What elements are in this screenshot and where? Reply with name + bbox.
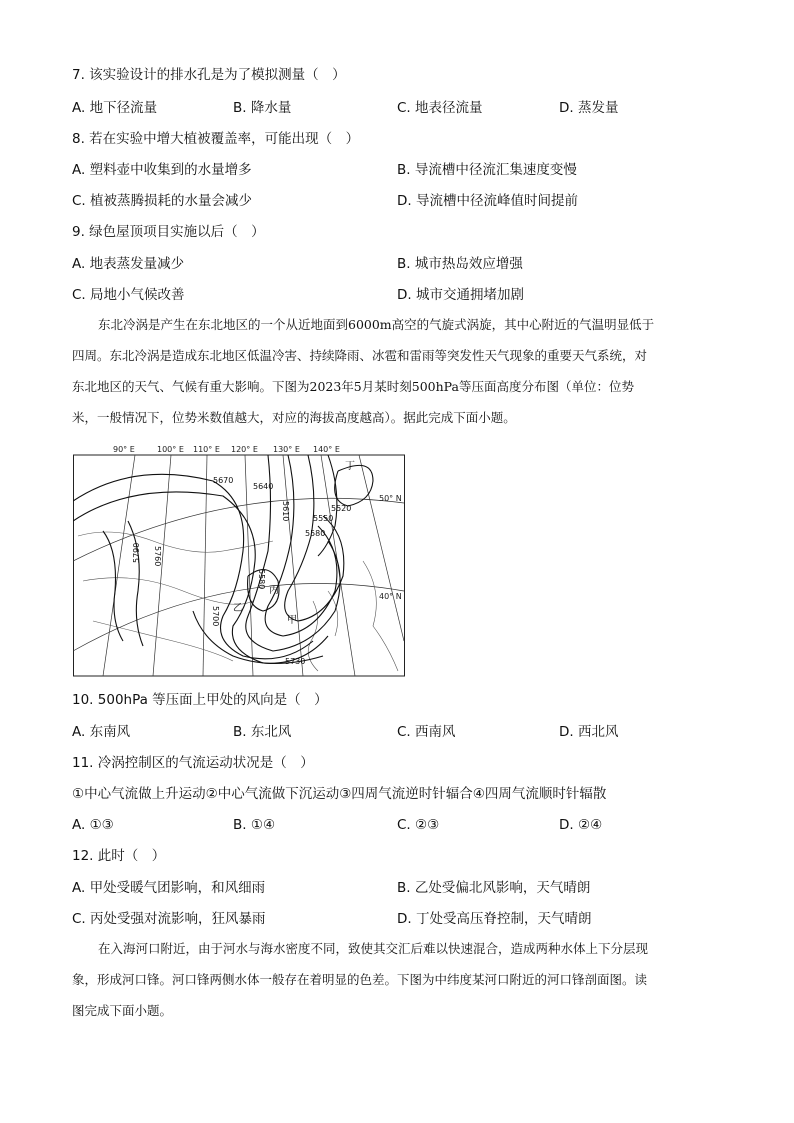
q11-option-a: A. ①③ — [72, 817, 114, 833]
lon-label: 110° E — [193, 445, 220, 454]
q11-option-d: D. ②④ — [559, 817, 603, 833]
passage2-line: 图完成下面小题。 — [72, 1003, 173, 1018]
place-label-bing: 丙 — [269, 585, 279, 596]
q9-option-a: A. 地表蒸发量减少 — [72, 256, 185, 272]
contour-label: 5760 — [153, 546, 162, 567]
passage1-line: 东北冷涡是产生在东北地区的一个从近地面到6000m高空的气旋式涡旋，其中心附近的气温明显低于 — [98, 317, 655, 332]
q12-option-b: B. 乙处受偏北风影响，天气晴朗 — [397, 880, 591, 896]
passage1-line: 米，一般情况下，位势米数值越大，对应的海拔高度越高）。据此完成下面小题。 — [72, 410, 516, 425]
q10-option-b: B. 东北风 — [233, 724, 292, 740]
passage2-line: 在入海河口附近，由于河水与海水密度不同，致使其交汇后难以快速混合，造成两种水体上下分层现 — [98, 941, 649, 956]
contour-label: 5700 — [211, 606, 220, 627]
contour-label: 5790 — [132, 542, 141, 563]
contour-label: 5730 — [285, 657, 306, 666]
map-longitude-labels — [113, 445, 340, 454]
lat-label: 40° N — [379, 592, 402, 601]
lon-label: 140° E — [313, 445, 340, 454]
q12-option-c: C. 丙处受强对流影响，狂风暴雨 — [72, 911, 266, 927]
lon-label: 90° E — [113, 445, 135, 454]
passage1-line: 东北地区的天气、气候有重大影响。下图为2023年5月某时刻500hPa等压面高度分布图（单位：位势 — [72, 379, 634, 394]
q11-option-c: C. ②③ — [397, 817, 440, 833]
q11-option-b: B. ①④ — [233, 817, 276, 833]
passage2-line: 象，形成河口锋。河口锋两侧水体一般存在着明显的色差。下图为中纬度某河口附近的河口锋剖面图。读 — [72, 972, 648, 987]
lat-label: 50° N — [379, 494, 402, 503]
q8-option-b: B. 导流槽中径流汇集速度变慢 — [397, 162, 577, 178]
q12-stem: 12. 此时（ ） — [72, 848, 166, 864]
place-label-ding: 丁 — [345, 461, 355, 472]
lon-label: 100° E — [157, 445, 184, 454]
q12-option-a: A. 甲处受暖气团影响，和风细雨 — [72, 880, 266, 896]
q9-option-c: C. 局地小气候改善 — [72, 287, 185, 303]
q8-stem: 8. 若在实验中增大植被覆盖率，可能出现（ ） — [72, 131, 360, 147]
q12-option-d: D. 丁处受高压脊控制，天气晴朗 — [397, 911, 592, 927]
q8-option-a: A. 塑料壶中收集到的水量增多 — [72, 162, 252, 178]
q7-option-d: D. 蒸发量 — [559, 100, 619, 116]
q10-stem: 10. 500hPa 等压面上甲处的风向是（ ） — [72, 692, 328, 708]
place-label-yi: 乙 — [233, 603, 243, 614]
contour-label: 5580 — [257, 569, 266, 590]
contour-label: 5520 — [331, 504, 352, 513]
q11-stem: 11. 冷涡控制区的气流运动状况是（ ） — [72, 755, 314, 771]
q8-option-d: D. 导流槽中径流峰值时间提前 — [397, 193, 578, 209]
q9-option-d: D. 城市交通拥堵加剧 — [397, 287, 524, 303]
q9-option-b: B. 城市热岛效应增强 — [397, 256, 523, 272]
q10-option-c: C. 西南风 — [397, 724, 456, 740]
q10-option-d: D. 西北风 — [559, 724, 619, 740]
contour-label: 5670 — [213, 476, 234, 485]
q11-statement: ①中心气流做上升运动②中心气流做下沉运动③四周气流逆时针辐合④四周气流顺时针辐散 — [72, 786, 607, 802]
lon-label: 120° E — [231, 445, 258, 454]
contour-label: 5580 — [305, 529, 326, 538]
q10-option-a: A. 东南风 — [72, 724, 131, 740]
contour-label: 5640 — [253, 482, 274, 491]
q7-option-b: B. 降水量 — [233, 100, 292, 116]
q8-option-c: C. 植被蒸腾损耗的水量会减少 — [72, 193, 253, 209]
q7-stem: 7. 该实验设计的排水孔是为了模拟测量（ ） — [72, 67, 346, 83]
place-label-jia: 甲 — [287, 615, 297, 626]
pressure-height-map — [73, 441, 405, 677]
passage-northeast-cold-vortex — [72, 309, 722, 433]
lon-label: 130° E — [273, 445, 300, 454]
q9-stem: 9. 绿色屋顶项目实施以后（ ） — [72, 224, 265, 240]
map-frame — [74, 455, 405, 676]
q7-option-a: A. 地下径流量 — [72, 100, 158, 116]
q7-option-c: C. 地表径流量 — [397, 100, 483, 116]
contour-label: 5550 — [313, 514, 334, 523]
passage1-line: 四周。东北冷涡是造成东北地区低温冷害、持续降雨、冰雹和雷雨等突发性天气现象的重要天气系统，对 — [72, 348, 648, 363]
passage-estuary-front — [72, 933, 722, 1026]
contour-label: 5610 — [281, 501, 290, 522]
